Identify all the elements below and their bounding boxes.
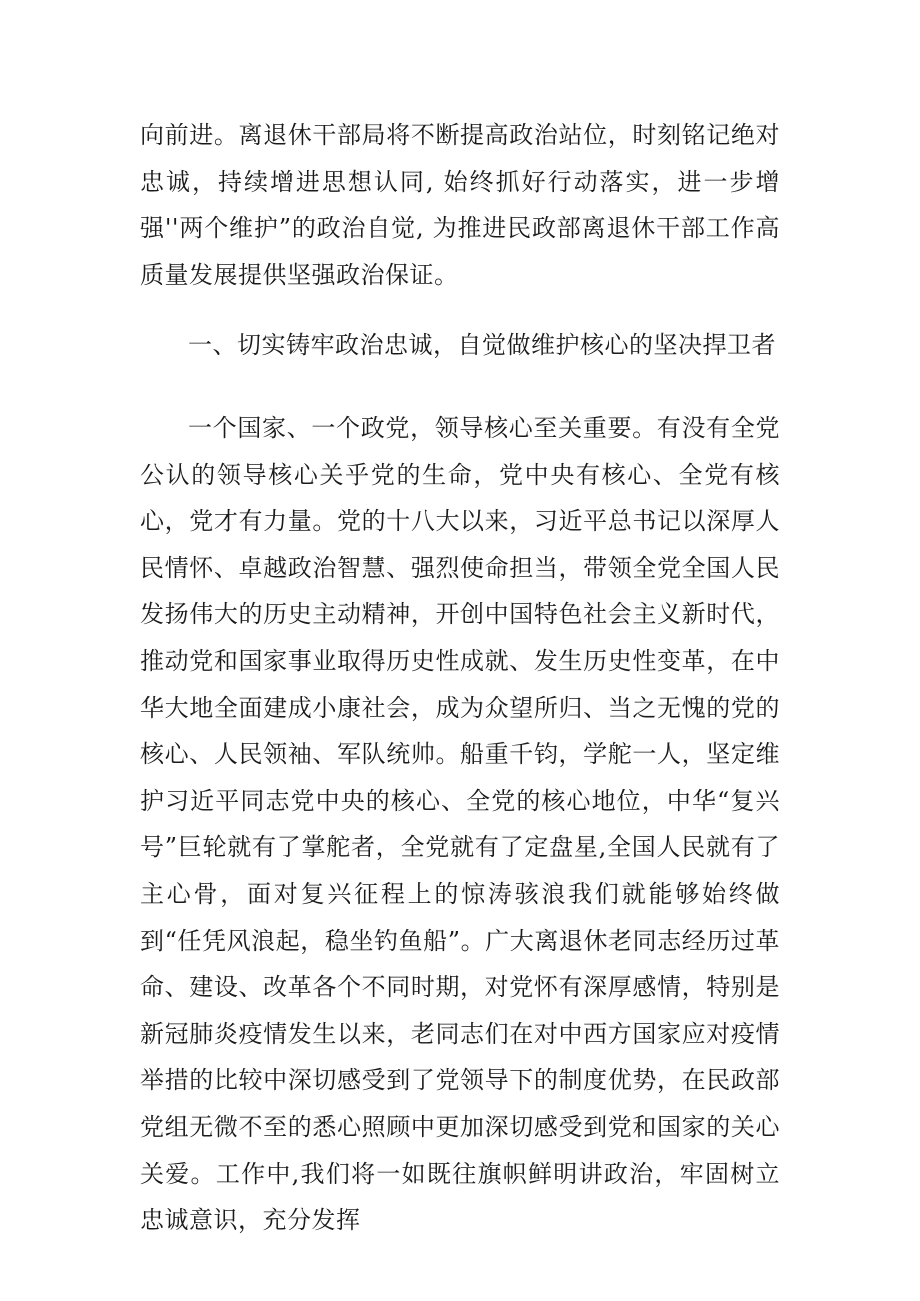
body-paragraph: 一个国家、一个政党，领导核心至关重要。有没有全党公认的领导核心关乎党的生命，党中央有核心、全党有核心，党才有力量。党的十八大以来，习近平总书记以深厚人民情怀、卓越政治智慧、强烈使命担当，带领全党全国人民发扬伟大的历史主动精神，开创中国特色社会主义新时代，推动党和国家事业取得历史性成就、发生历史性变革，在中华大地全面建成小康社会，成为众望所归、当之无愧的党的核心、人民领袖、军队统帅。船重千钧，学舵一人，坚定维护习近平同志党中央的核心、全党的核心地位，中华“复兴号”巨轮就有了掌舵者，全党就有了定盘星,全国人民就有了主心骨，面对复兴征程上的惊涛骇浪我们就能够始终做到“任凭风浪起，稳坐钓鱼船”。广大离退休老同志经历过革命、建设、改革各个不同时期，对党怀有深厚感情，特别是新冠肺炎疫情发生以来，老同志们在对中西方国家应对疫情举措的比较中深切感受到了党领导下的制度优势，在民政部党组无微不至的悉心照顾中更加深切感受到党和国家的关心关爱。工作中,我们将一如既往旗帜鲜明讲政治，牢固树立忠诚意识，充分发挥 bbox=[140, 414, 780, 1235]
intro-paragraph: 向前进。离退休干部局将不断提高政治站位，时刻铭记绝对忠诚，持续增进思想认同, 始终抓好行动落实，进一步增强''两个维护”的政治自觉, 为推进民政部离退休干部工作高质量发展提供坚强政治保证。 bbox=[140, 121, 780, 289]
section-heading: 一、切实铸牢政治忠诚，自觉做维护核心的坚决捍卫者 bbox=[188, 331, 776, 359]
